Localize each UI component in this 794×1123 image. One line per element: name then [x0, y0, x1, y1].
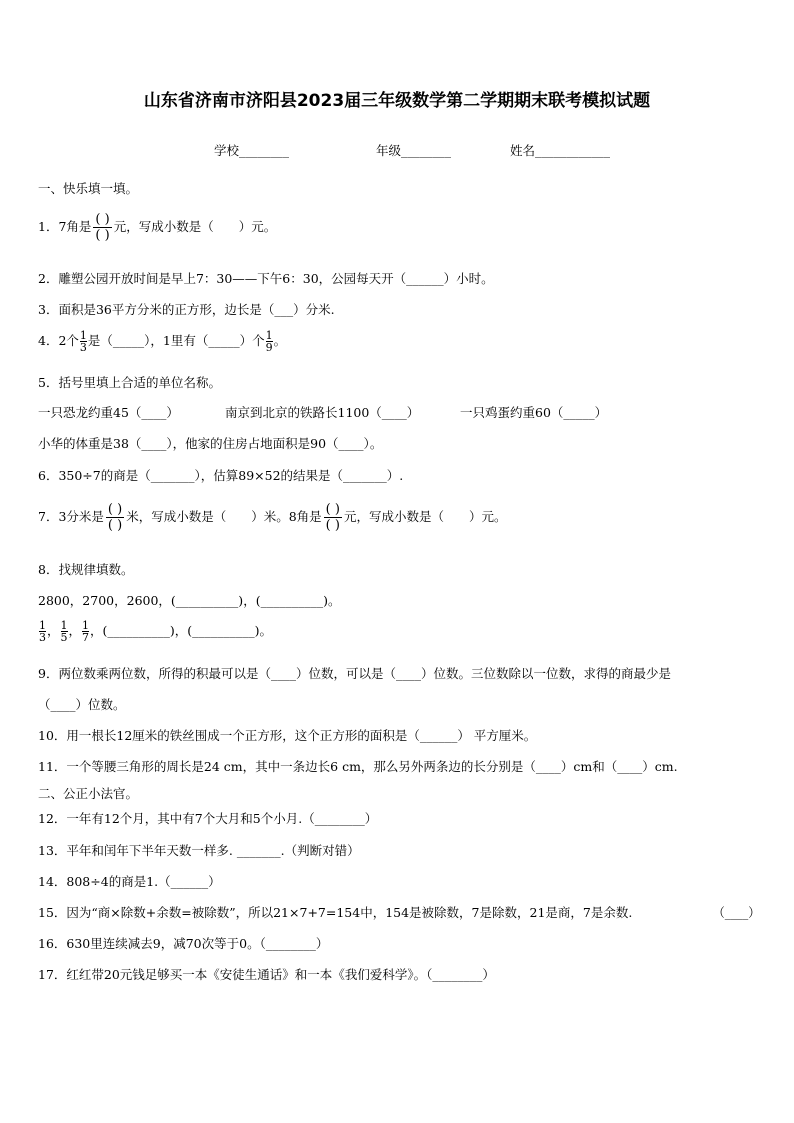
- question-8-title: 8．找规律填数。: [38, 562, 134, 577]
- question-5-title: 5．括号里填上合适的单位名称。: [38, 375, 221, 390]
- question-13: 13．平年和闰年下半年天数一样多. _______.（判断对错）: [38, 843, 360, 858]
- question-14: 14．808÷4的商是1.（______）: [38, 874, 221, 889]
- question-7: 7．3分米是 ( ) ( ) 米，写成小数是（ ）米。8角是 ( ) ( ) 元，写成小数是（ ）元。: [38, 502, 507, 533]
- question-5-c: 一只鸡蛋约重60（_____）: [460, 405, 608, 420]
- grade-field: 年级________: [376, 143, 452, 158]
- section-1-heading: 一、快乐填一填。: [38, 181, 139, 196]
- page-title: 山东省济南市济阳县2023届三年级数学第二学期期末联考模拟试题: [143, 91, 651, 111]
- fraction-blank: ( ) ( ): [325, 502, 340, 533]
- fraction: $\frac{1}{3}$: [39, 619, 46, 644]
- question-8-sequence: 2800，2700，2600，(__________)，(__________)。: [38, 593, 341, 608]
- name-field: 姓名____________: [510, 143, 611, 158]
- question-9-line-2: （____）位数。: [38, 697, 126, 712]
- question-16: 16．630里连续减去9，减70次等于0。（________）: [38, 936, 329, 951]
- question-8-fractions: $\frac{1}{3}$ ， $\frac{1}{5}$ ， $\frac{1}{7}$ ，(__________)，(__________)。: [39, 619, 273, 644]
- question-6: 6．350÷7的商是（_______），估算89×52的结果是（_______）.: [38, 468, 404, 483]
- question-11: 11．一个等腰三角形的周长是24 cm，其中一条边长6 cm，那么另外两条边的长分别是（____）cm和（____）cm.: [38, 759, 678, 774]
- school-field: 学校________: [214, 143, 290, 158]
- question-5-d: 小华的体重是38（____），他家的住房占地面积是90（____）。: [38, 436, 383, 451]
- fraction: $\frac{1}{9}$: [265, 329, 273, 354]
- fraction-blank: ( ) ( ): [107, 502, 123, 533]
- question-12: 12．一年有12个月，其中有7个大月和5个小月.（________）: [38, 811, 378, 826]
- fraction-blank: ( ) ( ): [95, 212, 110, 243]
- fraction: $\frac{1}{3}$: [79, 329, 87, 354]
- question-1: 1．7角是 ( ) ( ) 元，写成小数是（ ）元。: [38, 212, 277, 243]
- question-15: 15．因为“商×除数+余数=被除数”，所以21×7+7=154中，154是被除数，7是除数，21是商，7是余数.: [38, 905, 633, 920]
- question-9-line-1: 9．两位数乘两位数，所得的积最可以是（____）位数，可以是（____）位数。三位数除以一位数，求得的商最少是: [38, 666, 671, 681]
- fraction: $\frac{1}{7}$: [82, 619, 90, 644]
- fraction: $\frac{1}{5}$: [60, 619, 68, 644]
- question-5-a: 一只恐龙约重45（____）: [38, 405, 179, 420]
- question-17: 17．红红带20元钱足够买一本《安徒生通话》和一本《我们爱科学》。（________）: [38, 967, 495, 982]
- question-3: 3．面积是36平方分米的正方形，边长是（___）分米.: [38, 302, 335, 317]
- question-4: 4．2个 $\frac{1}{3}$ 是（_____），1里有（_____）个 $\frac{1}{9}$ 。: [38, 329, 287, 354]
- section-2-heading: 二、公正小法官。: [38, 786, 139, 801]
- question-15-blank: （____）: [713, 905, 761, 920]
- question-10: 10．用一根长12厘米的铁丝围成一个正方形，这个正方形的面积是（______） 平方厘米。: [38, 728, 537, 743]
- question-5-b: 南京到北京的铁路长1100（____）: [225, 405, 420, 420]
- question-2: 2．雕塑公园开放时间是早上7：30——下午6：30，公园每天开（______）小时。: [38, 271, 494, 286]
